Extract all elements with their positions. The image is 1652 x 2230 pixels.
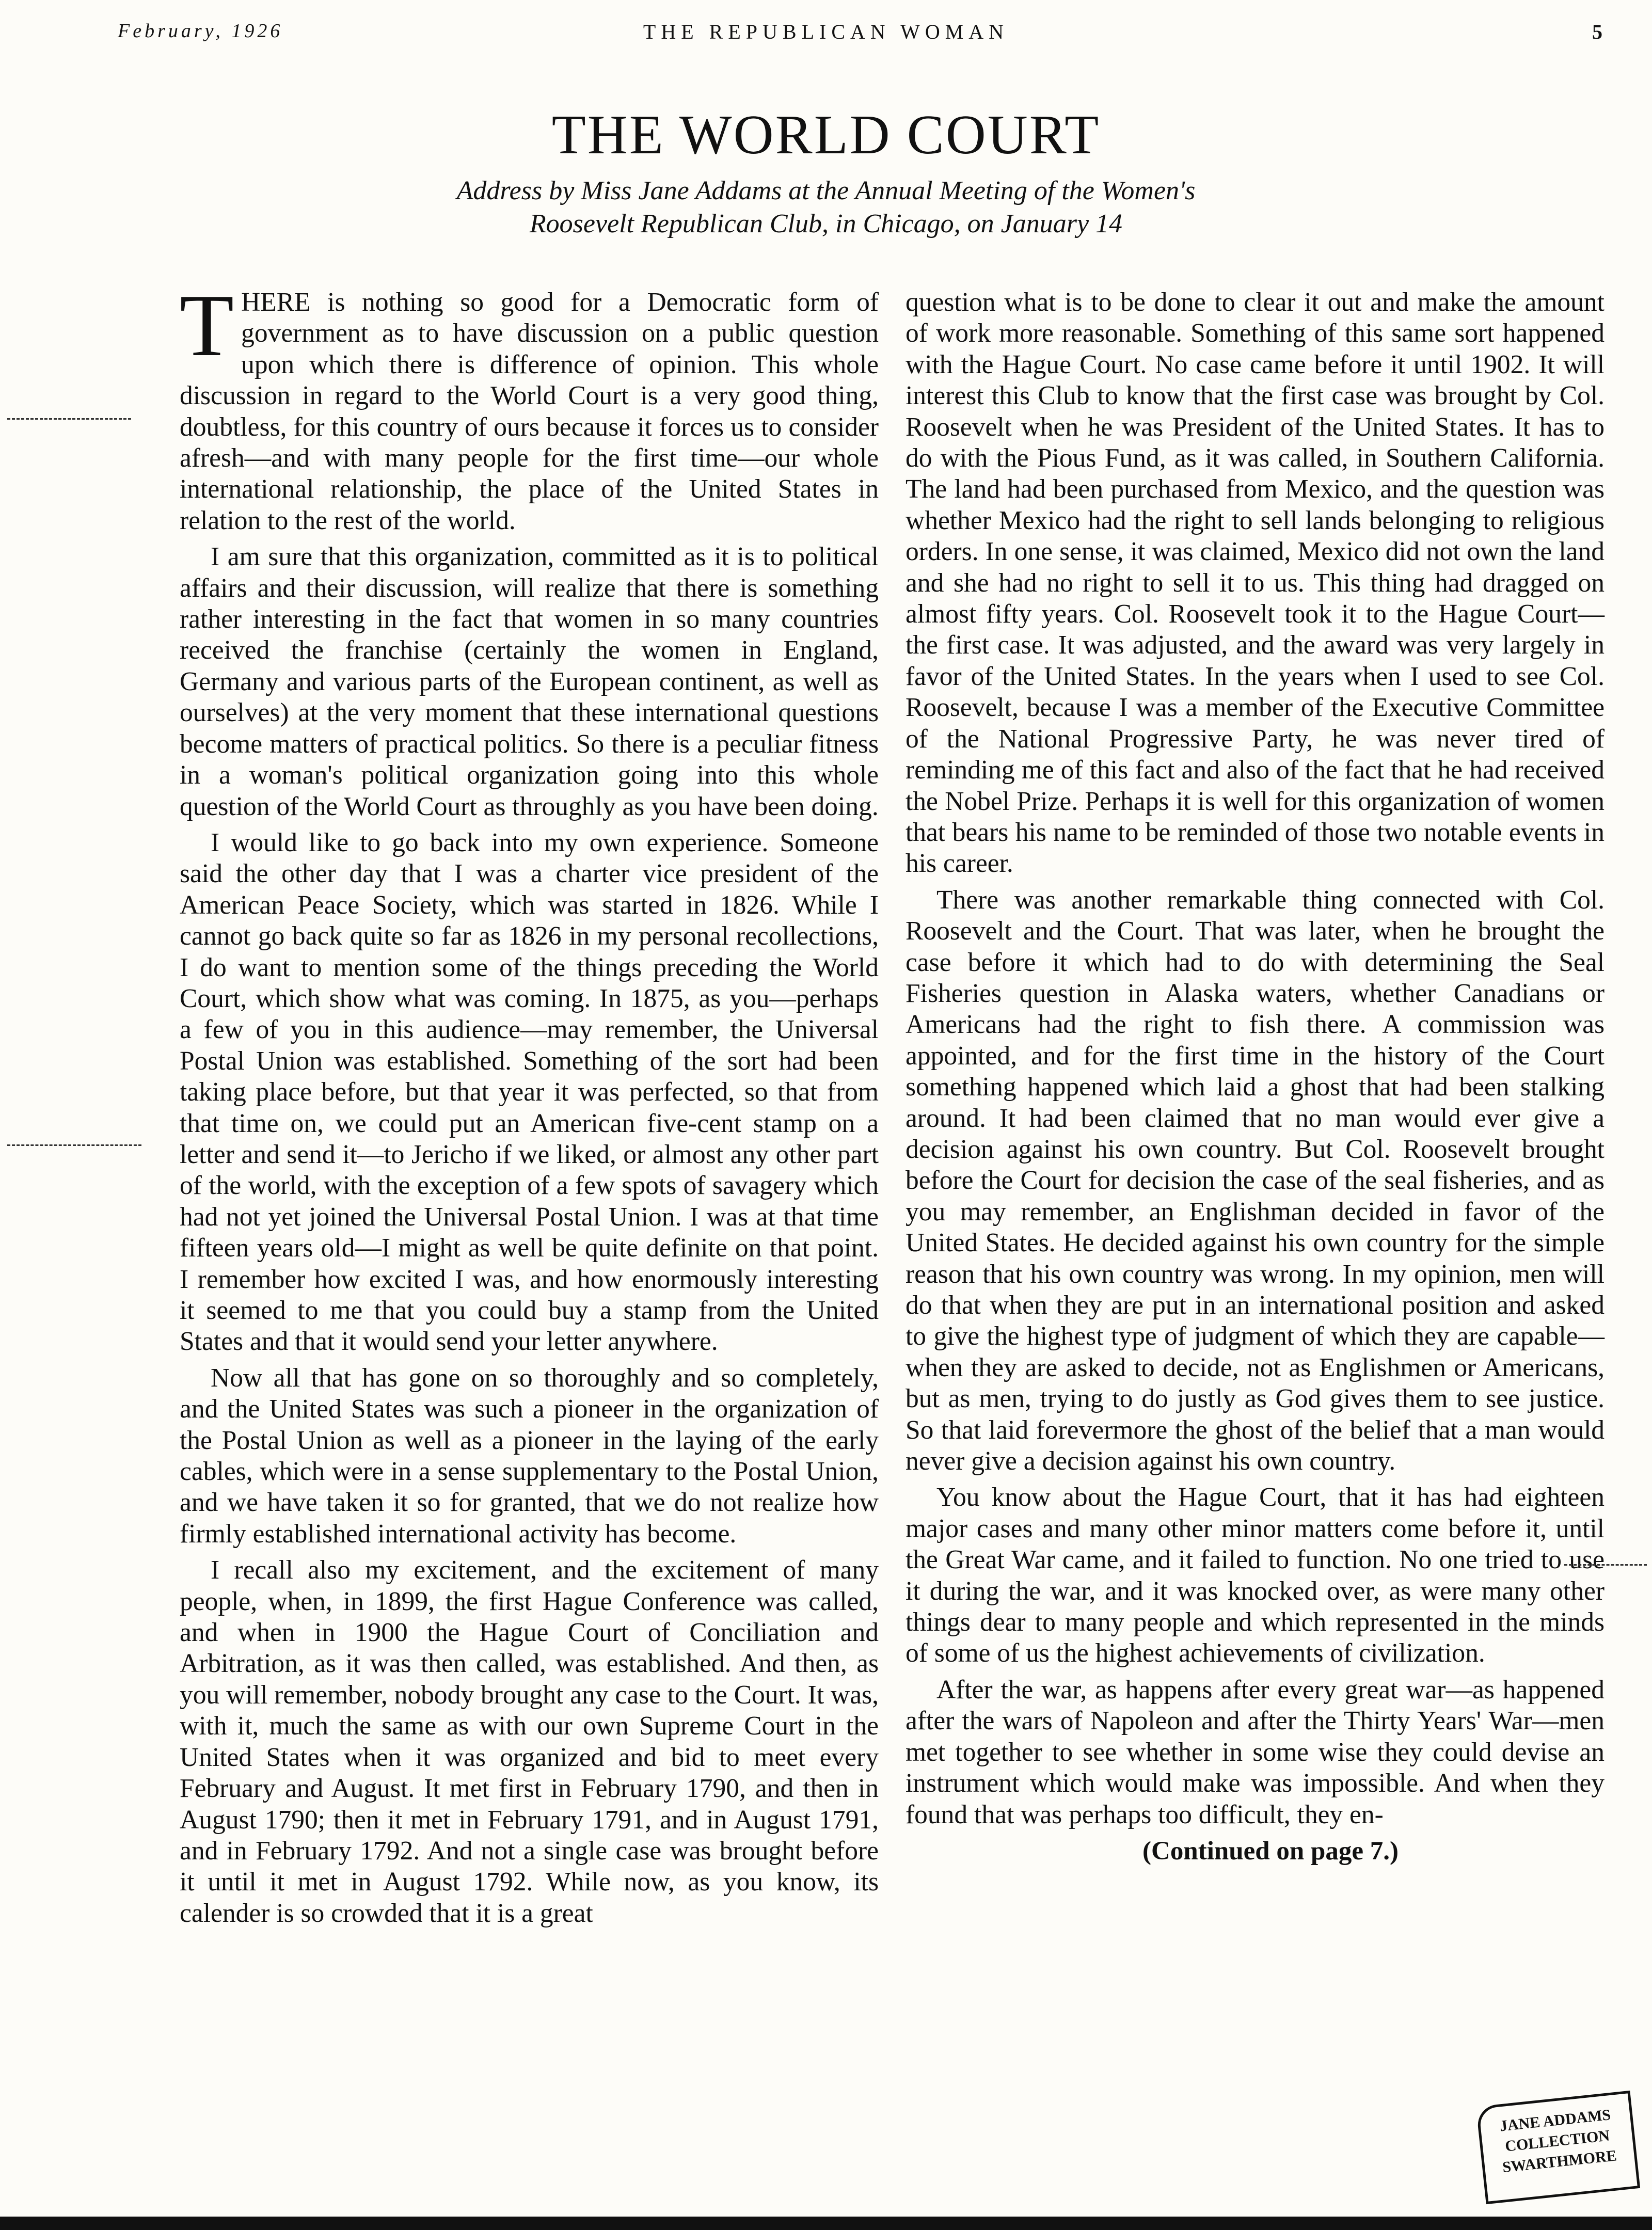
paragraph: I recall also my excitement, and the excitement of many people, when, in 1899, the first Hague Conference was called, and when in 1900 the Hague Court of Conciliation and Arbitration, as it was then called, was established. And then, as you will remember, nobody brought any case to the Court. It was, with it, much the same as with our own Supreme Court in the United States when it was organized and bid to meet every February and August. It met first in February 1790, and then in August 1790; then it met in February 1791, and in August 1791, and in February 1792. And not a single case was brought before it until it met in August 1792. While now, as you know, its calender is so crowded that it is a great <box>180 1555 879 1928</box>
publication-name: THE REPUBLICAN WOMAN <box>643 20 1009 43</box>
issue-date: February, 1926 <box>118 20 283 42</box>
page-number: 5 <box>1592 20 1602 43</box>
article-subtitle <box>310 174 1342 241</box>
article-title: THE WORLD COURT <box>551 104 1101 166</box>
paragraph: I am sure that this organization, committed as it is to political affairs and their discussion, will realize that there is something rather interesting in the fact that women in so many countries received the franchise (certainly the women in England, Germany and various parts of the European continent, as well as ourselves) at the very moment that these international questions become matters of practical politics. So there is a peculiar fitness in a woman's political organization going into this whole question of the World Court as throughly as you have been doing. <box>180 542 879 821</box>
subtitle-line-2: Roosevelt Republican Club, in Chicago, on January 14 <box>529 209 1123 238</box>
margin-mark <box>1564 1564 1647 1566</box>
paragraph: After the war, as happens after every great war—as happened after the wars of Napoleon and after the Thirty Years' War—men met together to see whether in some wise they could devise an instrument which would make was impossible. And when they found that was perhaps too difficult, they en- <box>906 1675 1605 1829</box>
stamp-line-3: SWARTHMORE <box>1501 2147 1618 2176</box>
scan-bottom-edge <box>0 2217 1652 2230</box>
collection-stamp <box>1476 2091 1640 2204</box>
stamp-line-2: COLLECTION <box>1504 2127 1611 2155</box>
margin-mark <box>7 1144 141 1146</box>
left-column <box>180 277 879 1929</box>
paragraph: You know about the Hague Court, that it has had eighteen major cases and many other minor matters come before it, until the Great War came, and it failed to function. No one tried to use it during the war, and it was knocked over, as were many other things dear to many people and which represented in the minds of some of us the highest achievements of civilization. <box>906 1483 1605 1668</box>
stamp-line-1: JANE ADDAMS <box>1499 2106 1612 2135</box>
continued-note: (Continued on page 7.) <box>1142 1836 1399 1866</box>
margin-mark <box>7 418 131 420</box>
running-head <box>0 20 1652 61</box>
paragraph: Now all that has gone on so thoroughly and so completely, and the United States was such a pioneer in the organization of the Postal Union as well as a pioneer in the laying of the early cables, which were in a sense supplementary to the Postal Union, and we have taken it so for granted, that we do not realize how firmly established international activity has become. <box>180 1363 879 1549</box>
paragraph: question what is to be done to clear it out and make the amount of work more reasonable. Something of this same sort happened with the Hague Court. No case came before it until 1902. It will interest this Club to know that the first case was brought by Col. Roosevelt when he was President of the United States. It has to do with the Pious Fund, as it was called, in Southern California. The land had been purchased from Mexico, and the question was whether Mexico had the right to sell lands belonging to religious orders. In one sense, it was claimed, Mexico did not own the land and she had no right to sell it to us. This thing had dragged on almost fifty years. Col. Roosevelt took it to the Hague Court—the first case. It was adjusted, and the award was very largely in favor of the United States. In the years when I used to see Col. Roosevelt, because I was a member of the Executive Committee of the National Progressive Party, he was never tired of reminding me of this fact and also of the fact that he had received the Nobel Prize. Perhaps it is well for this organization of women that bears his name to be reminded of those two notable events in his career. <box>906 288 1605 879</box>
drop-cap: T <box>180 277 234 375</box>
paragraph: I would like to go back into my own experience. Someone said the other day that I was a charter vice president of the American Peace Society, which was started in 1826. While I cannot go back quite so far as 1826 in my personal recollections, I do want to mention some of the things preceding the World Court, which show what was coming. In 1875, as you—perhaps a few of you in this audience—may remember, the Universal Postal Union was established. Something of the sort had been taking place before, but that year it was perfected, so that from that time on, we could put an American five-cent stamp on a letter and send it—to Jericho if we liked, or almost any other part of the world, with the exception of a few spots of savagery which had not yet joined the Universal Postal Union. I was at that time fifteen years old—I might as well be quite definite on that point. I remember how excited I was, and how enormously interesting it seemed to me that you could buy a stamp from the United States and that it would send your letter anywhere. <box>180 827 879 1357</box>
paragraph: THERE is nothing so good for a Democratic form of government as to have discussion on a public question upon which there is difference of opinion. This whole discussion in regard to the World Court is a very good thing, doubtless, for this country of ours because it forces us to consider afresh—and with many people for the first time—our whole international relationship, the place of the United States in relation to the rest of the world. <box>180 277 879 535</box>
subtitle-line-1: Address by Miss Jane Addams at the Annual Meeting of the Women's <box>456 176 1196 205</box>
right-column <box>906 287 1605 1867</box>
paragraph: There was another remarkable thing connected with Col. Roosevelt and the Court. That was later, when he brought the case before it which had to do with determining the Seal Fisheries question in Alaska waters, whether Canadians or Americans had the right to fish there. A commission was appointed, and for the first time in the history of the Court something happened which laid a ghost that had been stalking around. It had been claimed that no man would ever give a decision against his own country. But Col. Roosevelt brought before the Court for decision the case of the seal fisheries, and as you may remember, an Englishman decided in favor of the United States. He decided against his own country for the simple reason that his own country was wrong. In my opinion, men will do that when they are put in an international position and asked to give the highest type of judgment of which they are capable—when they are asked to decide, not as Englishmen or Americans, but as men, trying to do justly as God gives them to see justice. So that laid forevermore the ghost of the belief that a man would never give a decision against his own country. <box>906 885 1605 1476</box>
